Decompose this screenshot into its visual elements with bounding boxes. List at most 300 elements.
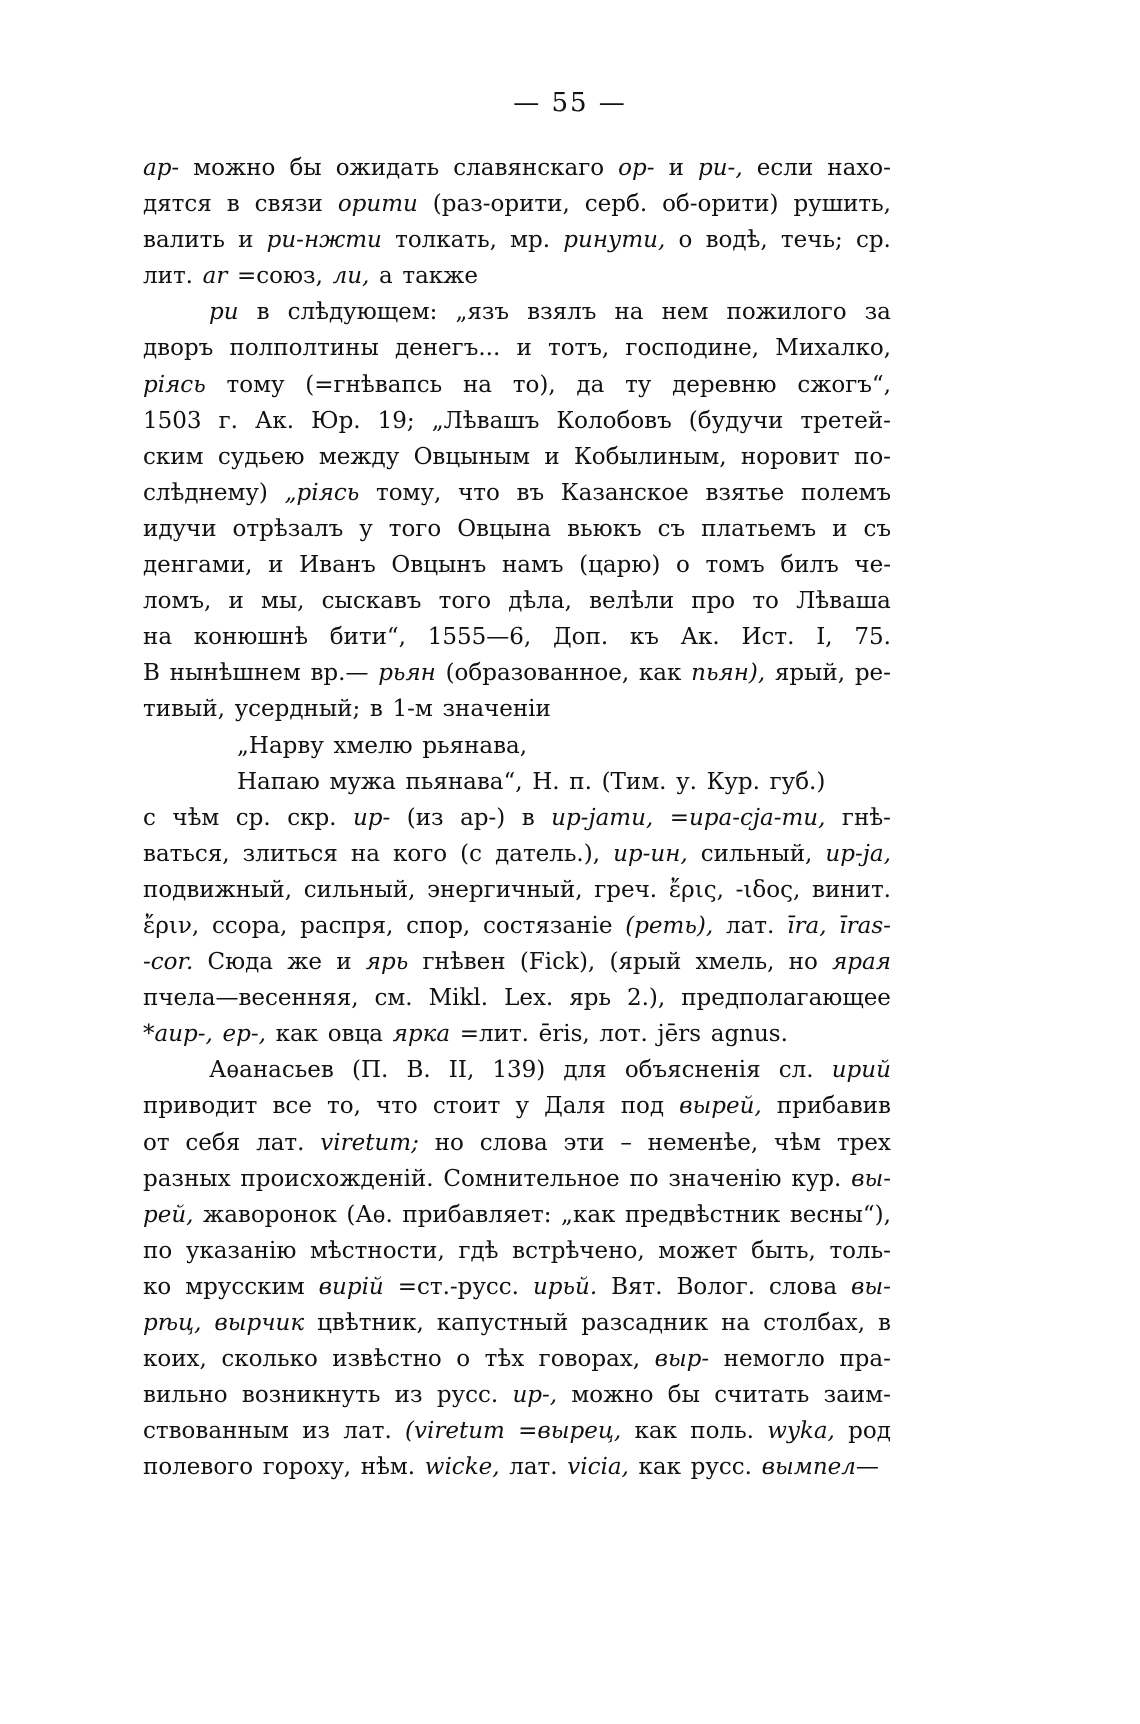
word: ссора, (211, 912, 288, 939)
word: п. (569, 768, 592, 795)
word: ярка (392, 1021, 451, 1048)
word: выр- (654, 1346, 710, 1373)
text-line (143, 728, 891, 764)
word: ἔρις, (668, 876, 724, 903)
word: но (788, 949, 818, 976)
word: губ.) (769, 768, 826, 795)
word: может (658, 1237, 738, 1264)
word: wyka, (767, 1418, 835, 1445)
word: цвѣтник, (317, 1310, 424, 1336)
word: сл. (778, 1057, 814, 1084)
word: въ (516, 479, 545, 506)
word: „как (561, 1201, 616, 1228)
word: (viretum (405, 1418, 505, 1445)
word: сколько (221, 1346, 318, 1373)
word: встрѣчено, (512, 1237, 645, 1264)
word: (Аѳ. (346, 1201, 393, 1228)
word: и (516, 335, 532, 362)
word: эти (563, 1129, 605, 1156)
word: ри-нжти (266, 227, 382, 254)
word: велѣли (589, 588, 675, 615)
word: Ак. (680, 624, 720, 651)
word: из (302, 1418, 331, 1445)
word: и (268, 552, 284, 579)
word: усердный; (234, 696, 361, 723)
word: (реть), (625, 912, 714, 939)
word: водѣ, (705, 227, 768, 254)
word: по- (853, 443, 891, 470)
word: сжогъ“, (797, 371, 891, 398)
text-line (143, 980, 891, 1016)
word: нѣм. (360, 1454, 416, 1481)
word: Юр. (311, 407, 361, 434)
word: лит. (143, 263, 193, 290)
word: течь; (780, 227, 843, 254)
word: Колобовъ (556, 407, 672, 434)
word: лат. (343, 1418, 392, 1445)
text-line (143, 186, 891, 222)
word: ἔριν, (143, 912, 200, 939)
word: ирий (831, 1057, 891, 1084)
text-line (143, 1341, 891, 1377)
word: īras- (839, 912, 891, 939)
word: толкать, (395, 227, 497, 254)
word: серб. (584, 191, 648, 218)
text-line (143, 1016, 891, 1052)
word: указанiю (185, 1237, 297, 1264)
word: разных (143, 1165, 231, 1192)
word: Напаю (237, 768, 320, 795)
word: можно (571, 1382, 654, 1409)
word: бити“, (329, 624, 406, 651)
body-text (143, 150, 891, 1485)
word: столбах, (763, 1310, 866, 1336)
text-line (143, 294, 891, 330)
word: ер-, (222, 1021, 266, 1048)
word: ре- (854, 660, 891, 687)
word: рьян (378, 660, 436, 687)
word: 75. (854, 624, 891, 651)
word: ср. (855, 227, 891, 254)
word: дятся (143, 191, 212, 218)
word: объясненiя (624, 1057, 761, 1084)
word: русс. (690, 1454, 752, 1481)
word: поль. (690, 1418, 754, 1445)
text-line (143, 222, 891, 258)
word: и (336, 949, 352, 976)
word: Михалко, (775, 335, 891, 362)
word: русс. (436, 1382, 499, 1409)
word: сыскавъ (321, 588, 422, 615)
word: про (691, 588, 736, 615)
word: ринути, (563, 227, 666, 254)
word: ли, (332, 263, 370, 290)
word: – (620, 1129, 632, 1156)
text-line (143, 872, 891, 908)
word: тѣх (484, 1346, 525, 1373)
word: agnus. (710, 1021, 788, 1048)
text-line (143, 1161, 891, 1197)
word: viretum; (320, 1129, 419, 1156)
text-line (143, 655, 891, 691)
word: связи (254, 191, 323, 218)
text-line (143, 1088, 891, 1124)
word: деревню (672, 371, 777, 398)
word: как (638, 660, 682, 687)
word: неменѣе, (647, 1129, 759, 1156)
word: энергичный, (427, 876, 583, 903)
text-line (143, 1197, 891, 1233)
text-line (143, 908, 891, 944)
word: ирьй. (532, 1273, 598, 1300)
word: пьян), (691, 660, 766, 687)
word: на (721, 1310, 751, 1336)
word: взялъ (527, 299, 597, 326)
word: Ист. (741, 624, 795, 651)
word: īra, (787, 912, 827, 939)
word: Казанское (560, 479, 689, 506)
word: у. (676, 768, 697, 795)
word: полемъ (801, 479, 891, 506)
word: пчела—весенняя, (143, 985, 359, 1012)
word: ваться, (143, 840, 230, 867)
word: ломъ, (143, 588, 212, 615)
word: слова (479, 1129, 548, 1156)
word: Иванъ (299, 552, 376, 579)
word: на (462, 371, 492, 398)
text-line (143, 475, 891, 511)
word: ар- (143, 155, 180, 181)
word: спор, (406, 912, 471, 939)
word: ар-) (460, 804, 506, 831)
word: как (634, 1418, 677, 1445)
word: значенiю (668, 1165, 782, 1192)
word: ar (202, 263, 228, 290)
word: (будучи (688, 407, 784, 434)
word: (из (406, 804, 444, 831)
word: говорах, (538, 1346, 641, 1373)
word: значенiи (442, 696, 551, 723)
word: рѣц, (143, 1310, 202, 1336)
word: вырей, (679, 1093, 762, 1120)
word: происхожденiй. (240, 1165, 434, 1192)
word: датель.), (495, 840, 601, 867)
word: гнѣ- (841, 804, 891, 831)
word: ср. (235, 804, 271, 831)
word: (раз-орити, (432, 191, 570, 218)
word: =лит. (459, 1021, 529, 1048)
word: на (143, 624, 173, 651)
word: того (388, 515, 442, 542)
word: ярь (569, 985, 611, 1012)
word: „Нарву (237, 732, 324, 759)
word: 1-м (392, 696, 433, 723)
word: Сомнительное (443, 1165, 620, 1192)
word: мѣстности, (310, 1237, 445, 1264)
word: дѣла, (508, 588, 572, 615)
word: (образованное, (445, 660, 630, 687)
word: в (256, 299, 270, 326)
word: разсадник (581, 1310, 709, 1336)
word: -ιδος, (735, 876, 801, 903)
word: 1503 (143, 407, 202, 434)
word: Овцына (457, 515, 552, 542)
word: че- (854, 552, 891, 579)
word: капустный (436, 1310, 569, 1336)
word: пра- (839, 1346, 891, 1373)
word: vicia, (567, 1454, 629, 1481)
word: все (272, 1093, 312, 1120)
word: ским (143, 443, 204, 470)
word: съ (657, 515, 686, 542)
word: полевого (143, 1454, 254, 1481)
word: дворъ (143, 335, 214, 362)
word: вирiй (318, 1273, 384, 1300)
word: тому (226, 371, 285, 398)
word: можно (193, 155, 276, 181)
word: орити (337, 191, 418, 218)
word: томъ (705, 552, 765, 579)
word: съ (863, 515, 891, 542)
word: мужа (329, 768, 396, 795)
word: господине, (625, 335, 760, 362)
word: г. (218, 407, 238, 434)
word: ствованным (143, 1418, 289, 1445)
word: на (350, 840, 380, 867)
word: ир- (352, 804, 391, 831)
word: считать (714, 1382, 810, 1409)
word: возникнуть (241, 1382, 381, 1409)
word: wicke, (424, 1454, 500, 1481)
word: хмелю (333, 732, 413, 759)
word: предвѣстник (624, 1201, 781, 1228)
word: то, (327, 1093, 361, 1120)
word: идучи (143, 515, 217, 542)
word: себя (185, 1129, 241, 1156)
word: жаворонок (203, 1201, 337, 1228)
text-line (143, 258, 891, 294)
word: лат. (256, 1129, 305, 1156)
word: Доп. (552, 624, 609, 651)
word: также (402, 263, 478, 290)
word: злиться (242, 840, 338, 867)
word: 19; (377, 407, 415, 434)
word: и (544, 443, 560, 470)
word: ри-, (698, 155, 743, 181)
word: подвижный, (143, 876, 293, 903)
word: тотъ, (547, 335, 610, 362)
word: вы- (851, 1273, 891, 1300)
word: лат. (725, 912, 775, 939)
word: „Лѣвашъ (431, 407, 540, 434)
word: по (143, 1237, 173, 1264)
word: пожилого (726, 299, 847, 326)
word: нем (661, 299, 709, 326)
text-line (143, 764, 891, 800)
word: Сюда (207, 949, 273, 976)
word: (с (460, 840, 483, 867)
word: из (394, 1382, 423, 1409)
word: В. (406, 1057, 431, 1084)
word: Овцыным (413, 443, 530, 470)
word: винит. (812, 876, 891, 903)
word: но (434, 1129, 464, 1156)
word: Lex. (504, 985, 554, 1012)
word: ри (209, 299, 239, 326)
word: извѣстно (332, 1346, 442, 1373)
word: в (878, 1310, 891, 1336)
word: ярый, (774, 660, 846, 687)
word: стоит (432, 1093, 501, 1120)
word: (Fick), (519, 949, 596, 976)
word: по (629, 1165, 659, 1192)
word: если (756, 155, 814, 181)
word: и (238, 227, 254, 254)
word: то), (512, 371, 556, 398)
word: 139) (492, 1057, 546, 1084)
text-line (143, 403, 891, 439)
word: „язъ (455, 299, 510, 326)
word: того (438, 588, 492, 615)
word: тивый, (143, 696, 225, 723)
word: Кур. (706, 768, 760, 795)
word: мрусским (185, 1273, 305, 1300)
text-line (143, 1449, 891, 1485)
text-line (143, 439, 891, 475)
word: о (676, 552, 690, 579)
word: хмель, (695, 949, 775, 976)
word: слѣднему) (143, 479, 268, 506)
text-line (143, 1233, 891, 1269)
word: распря, (300, 912, 394, 939)
word: с (143, 804, 156, 831)
word: Mikl. (428, 985, 489, 1012)
word: у (515, 1093, 529, 1120)
word: отрѣзалъ (232, 515, 344, 542)
text-line (143, 367, 891, 403)
word: см. (374, 985, 413, 1012)
word: *аир-, (143, 1021, 213, 1048)
word: (=гнѣвапсь (305, 371, 443, 398)
word: что (458, 479, 500, 506)
word: слова (769, 1273, 838, 1300)
word: гнѣвен (422, 949, 506, 976)
word: =ира-сjа-ти, (669, 804, 826, 831)
word: славянскаго (453, 155, 605, 181)
word: третей- (800, 407, 891, 434)
word: в (521, 804, 535, 831)
word: приводит (143, 1093, 258, 1120)
word: II, (448, 1057, 475, 1084)
word: то (752, 588, 779, 615)
word: (П. (351, 1057, 389, 1084)
word: бы (289, 155, 322, 181)
word: слѣдующем: (287, 299, 438, 326)
word: рьянава, (422, 732, 528, 759)
word: трех (836, 1129, 891, 1156)
word: полполтины (229, 335, 379, 362)
word: ир-jа, (825, 840, 891, 867)
word: гдѣ (458, 1237, 499, 1264)
word: рiясь (143, 371, 206, 398)
word: коих, (143, 1346, 207, 1373)
word: да (576, 371, 605, 398)
word: тому, (375, 479, 442, 506)
word: намъ (501, 552, 564, 579)
word: вьюкъ (567, 515, 642, 542)
word: вырчик (214, 1310, 305, 1336)
word: Даля (544, 1093, 606, 1120)
word: овца (327, 1021, 384, 1048)
word: норовит (740, 443, 840, 470)
word: яpaя (832, 949, 891, 976)
word: в (226, 191, 240, 218)
word: Ак. (254, 407, 295, 434)
word: къ (629, 624, 659, 651)
word: вр.— (310, 660, 369, 687)
word: мр. (510, 227, 551, 254)
text-line (143, 1125, 891, 1161)
word: взятье (705, 479, 785, 506)
text-line (143, 691, 891, 727)
word: чѣм (774, 1129, 822, 1156)
word: Волог. (676, 1273, 756, 1300)
text-line (143, 944, 891, 980)
word: толь- (829, 1237, 891, 1264)
word: нынѣшнем (169, 660, 301, 687)
word: ко (143, 1273, 172, 1300)
word: нахо- (827, 155, 891, 181)
word: бы (667, 1382, 700, 1409)
word: состязанiе (483, 912, 613, 939)
text-line (143, 511, 891, 547)
text-line (143, 836, 891, 872)
word: 1555—6, (427, 624, 532, 651)
word: от (143, 1129, 170, 1156)
word: быть, (751, 1237, 816, 1264)
word: ту (625, 371, 652, 398)
word: ир-ин, (613, 840, 688, 867)
word: „рiясь (284, 479, 360, 506)
word: 2.), (626, 985, 666, 1012)
word: I, (816, 624, 833, 651)
word: о (678, 227, 693, 254)
word: о (456, 1346, 471, 1373)
word: Кобылиным, (574, 443, 727, 470)
word: чѣм (172, 804, 220, 831)
word: кур. (791, 1165, 842, 1192)
text-line (143, 150, 891, 186)
word: скр. (287, 804, 337, 831)
word: платьемъ (701, 515, 817, 542)
text-line (143, 800, 891, 836)
word: прибавляет: (402, 1201, 552, 1228)
word: рей, (143, 1201, 194, 1228)
word: об-орити) (662, 191, 779, 218)
word: и (228, 588, 244, 615)
text-line (143, 330, 891, 366)
word: вымпел— (761, 1454, 879, 1481)
text-line (143, 547, 891, 583)
word: В (143, 660, 160, 687)
text-line (143, 619, 891, 655)
word: и (668, 155, 684, 181)
word: =вырец, (518, 1418, 622, 1445)
word: судьею (217, 443, 305, 470)
word: греч. (594, 876, 658, 903)
word: за (864, 299, 891, 326)
word: заим- (823, 1382, 891, 1409)
